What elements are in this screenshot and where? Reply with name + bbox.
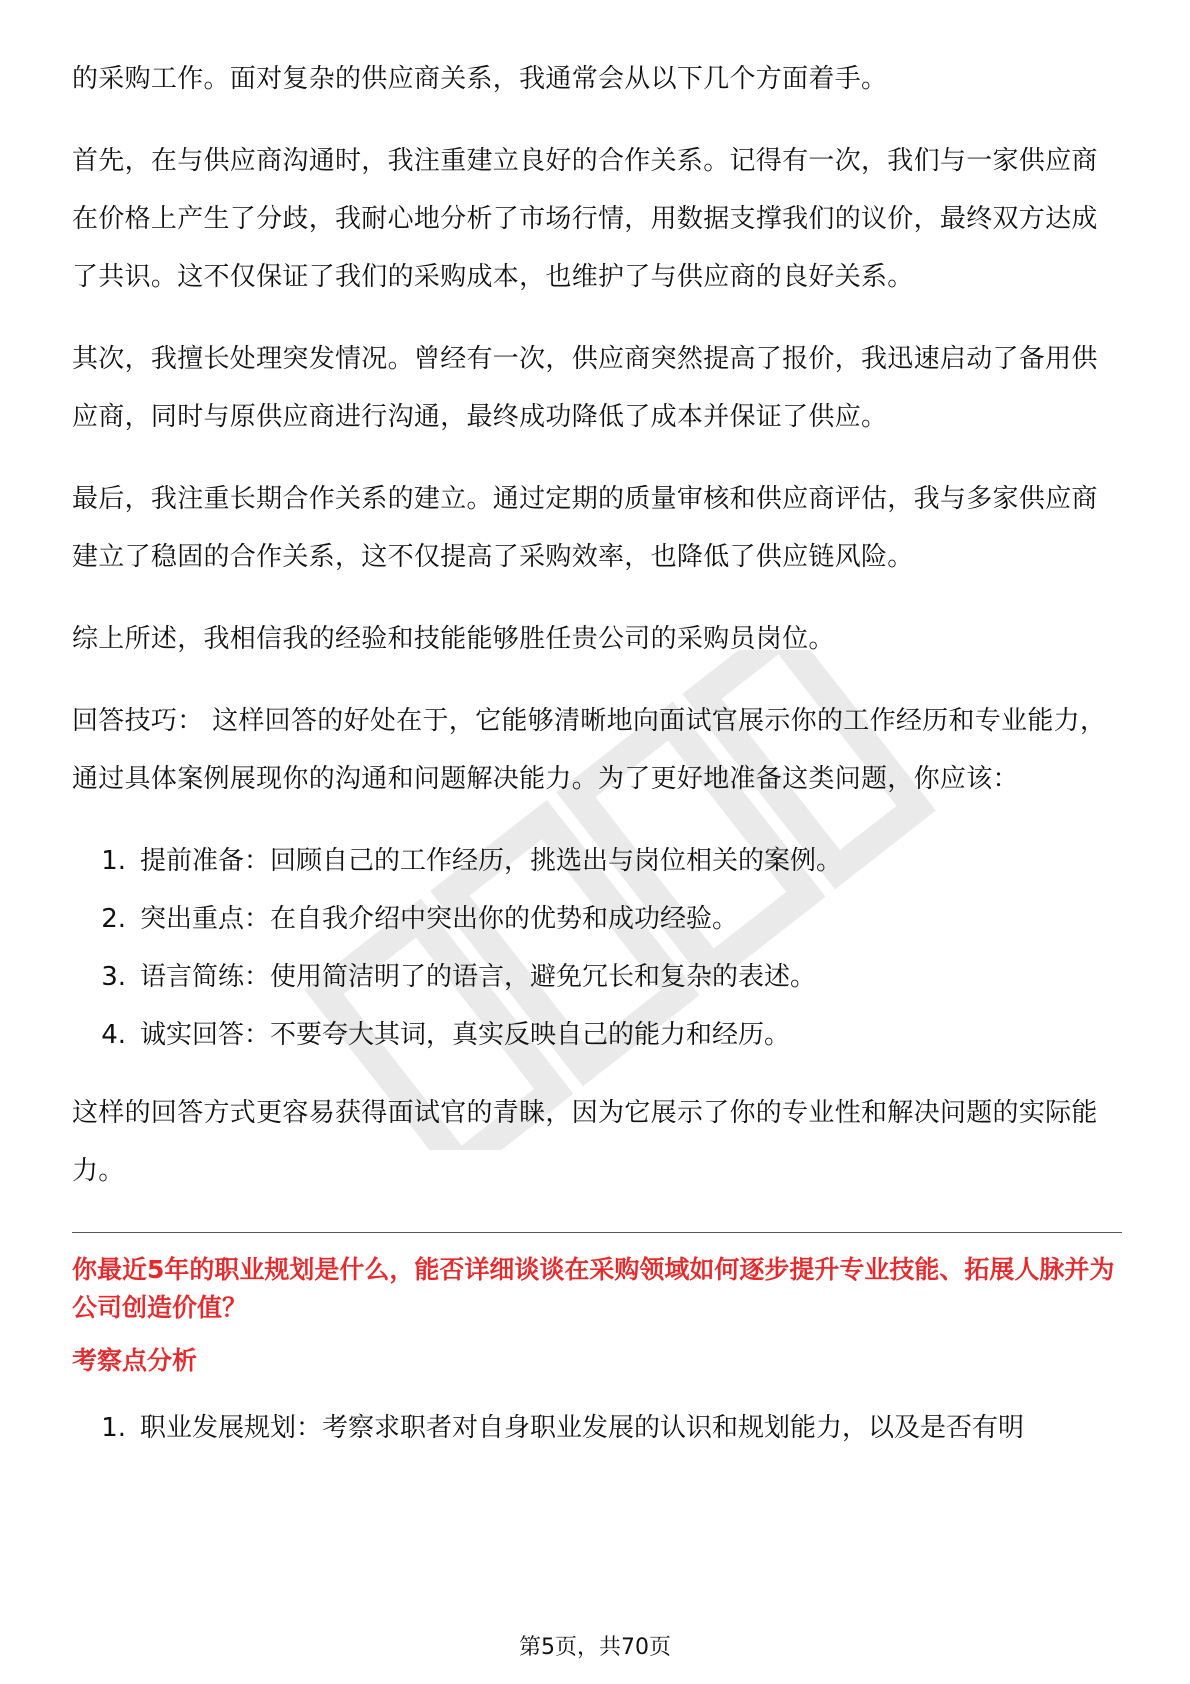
page-footer: 第5页，共70页 <box>519 1635 671 1660</box>
analysis-heading: 考察点分析 <box>72 1346 198 1375</box>
list-item-text: 诚实回答：不要夸大其词，真实反映自己的能力和经历。 <box>140 1020 791 1050</box>
list-item-text: 语言简练：使用简洁明了的语言，避免冗长和复杂的表述。 <box>140 962 817 992</box>
paragraph-second-point: 其次，我擅长处理突发情况。曾经有一次，供应商突然提高了报价，我迅速启动了备用供应商，同时与原供应商进行沟通，最终成功降低了成本并保证了供应。 <box>72 344 1098 432</box>
analysis-list <box>72 1399 1122 1457</box>
question-heading: 你最近5年的职业规划是什么，能否详细谈谈在采购领域如何逐步提升专业技能、拓展人脉并为公司创造价值？ <box>72 1255 1115 1322</box>
list-item <box>72 832 1122 890</box>
paragraph-third-point: 最后，我注重长期合作关系的建立。通过定期的质量审核和供应商评估，我与多家供应商建立了稳固的合作关系，这不仅提高了采购效率，也降低了供应链风险。 <box>72 484 1098 572</box>
paragraph-summary: 综上所述，我相信我的经验和技能能够胜任贵公司的采购员岗位。 <box>72 624 835 654</box>
list-item <box>72 1006 1122 1064</box>
list-item-text: 突出重点：在自我介绍中突出你的优势和成功经验。 <box>140 904 739 934</box>
paragraph-intro-continued: 的采购工作。面对复杂的供应商关系，我通常会从以下几个方面着手。 <box>72 64 888 94</box>
paragraph-first-point: 首先，在与供应商沟通时，我注重建立良好的合作关系。记得有一次，我们与一家供应商在价格上产生了分歧，我耐心地分析了市场行情，用数据支撑我们的议价，最终双方达成了共识。这不仅保证了我们的采购成本，也维护了与供应商的良好关系。 <box>72 146 1098 292</box>
list-item <box>72 890 1122 948</box>
document-body <box>72 50 1122 1477</box>
tips-list <box>72 832 1122 1064</box>
list-item-number: 4. <box>101 1020 126 1050</box>
paragraph-closing: 这样的回答方式更容易获得面试官的青睐，因为它展示了你的专业性和解决问题的实际能力。 <box>72 1098 1098 1186</box>
list-item <box>72 1399 1122 1457</box>
list-item-text: 职业发展规划：考察求职者对自身职业发展的认识和规划能力，以及是否有明 <box>140 1413 1025 1443</box>
section-divider <box>72 1232 1122 1233</box>
list-item-number: 3. <box>101 962 126 992</box>
list-item-number: 2. <box>101 904 126 934</box>
list-item <box>72 948 1122 1006</box>
paragraph-answer-tips: 回答技巧： 这样回答的好处在于，它能够清晰地向面试官展示你的工作经历和专业能力，通过具体案例展现你的沟通和问题解决能力。为了更好地准备这类问题，你应该： <box>72 706 1107 794</box>
list-item-text: 提前准备：回顾自己的工作经历，挑选出与岗位相关的案例。 <box>140 846 843 876</box>
list-item-number: 1. <box>101 846 126 876</box>
list-item-number: 1. <box>101 1413 126 1443</box>
